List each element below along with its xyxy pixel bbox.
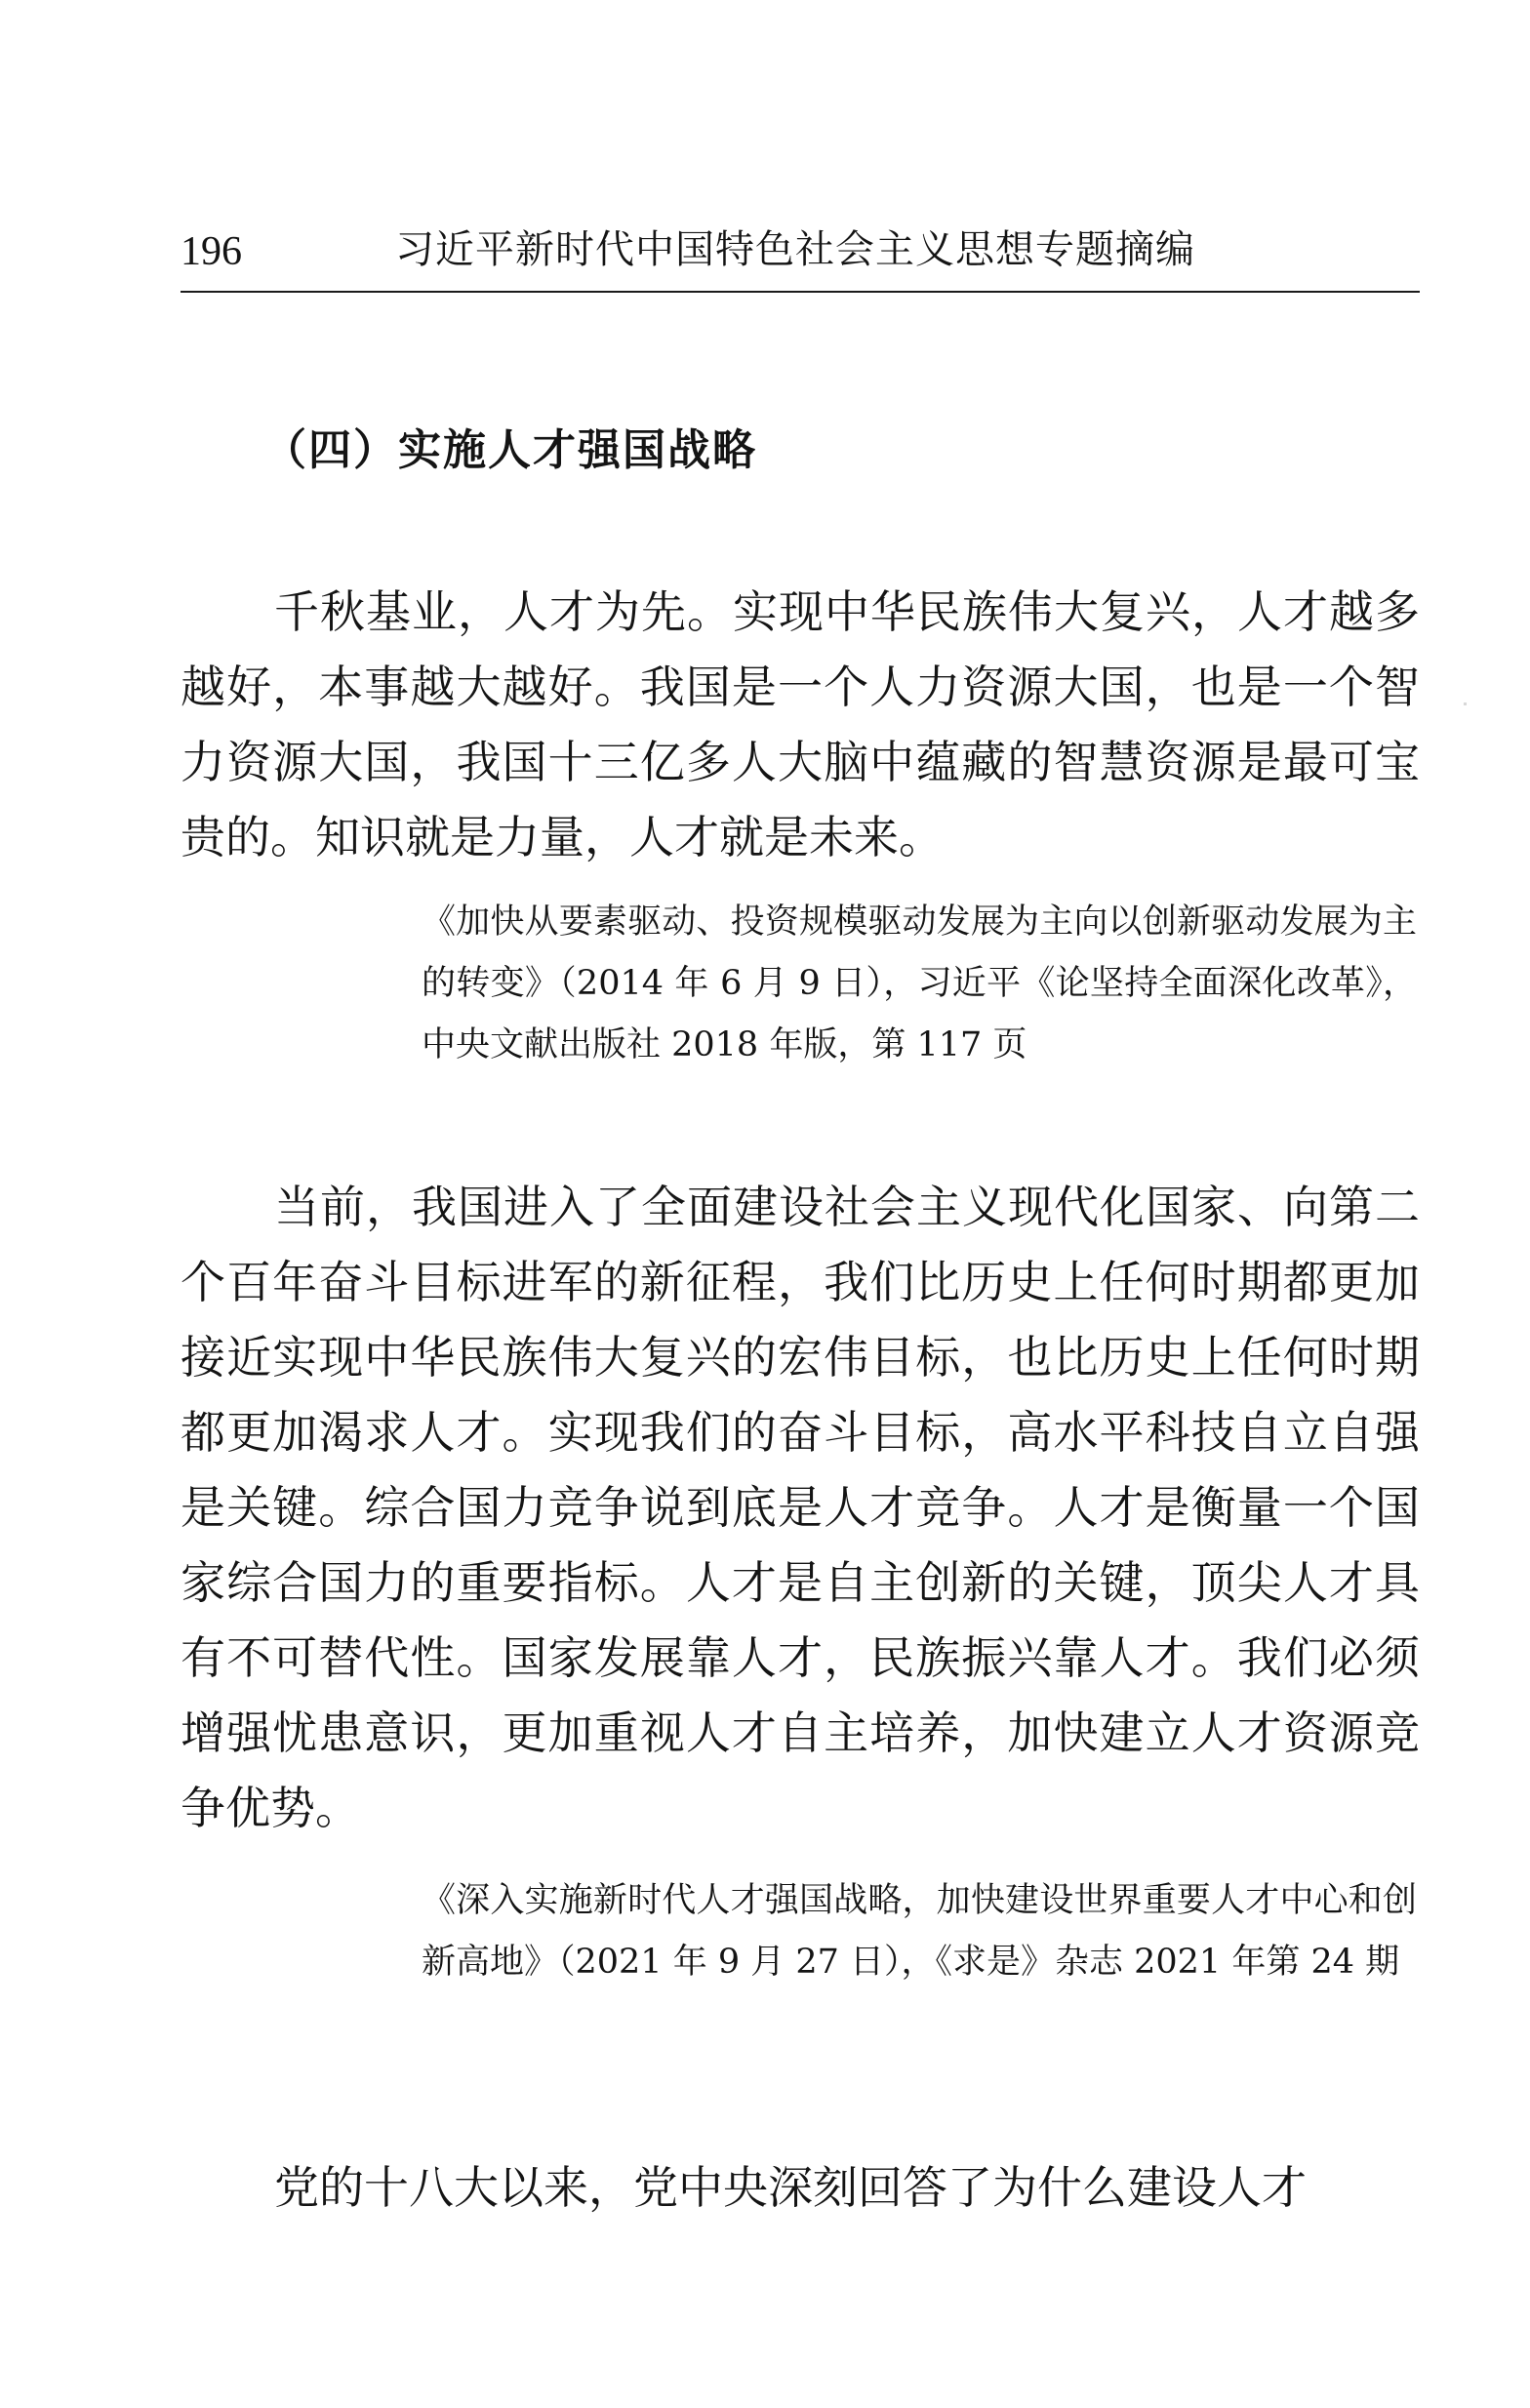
excerpt-2-body: 当前，我国进入了全面建设社会主义现代化国家、向第二个百年奋斗目标进军的新征程，我们比历史上任何时期都更加接近实现中华民族伟大复兴的宏伟目标，也比历史上任何时期都更加渴求人才。实现我们的奋斗目标，高水平科技自立自强是关键。综合国力竞争说到底是人才竞争。人才是衡量一个国家综合国力的重要指标。人才是自主创新的关键，顶尖人才具有不可替代性。国家发展靠人才，民族振兴靠人才。我们必须增强忧患意识，更加重视人才自主培养，加快建立人才资源竞争优势。 xyxy=(181,1181,1420,1834)
running-header xyxy=(181,217,1420,293)
page-number: 196 xyxy=(181,229,242,274)
running-title: 习近平新时代中国特色社会主义思想专题摘编 xyxy=(395,227,1195,272)
section-heading: （四）实施人才强国战略 xyxy=(263,425,757,475)
excerpt-3-body: 党的十八大以来，党中央深刻回答了为什么建设人才 xyxy=(274,2161,1307,2214)
excerpt-1-body: 千秋基业，人才为先。实现中华民族伟大复兴，人才越多越好，本事越大越好。我国是一个人力资源大国，也是一个智力资源大国，我国十三亿多人大脑中蕴藏的智慧资源是最可宝贵的。知识就是力量，人才就是未来。 xyxy=(181,585,1420,863)
excerpt-2-citation: 《深入实施新时代人才强国战略，加快建设世界重要人才中心和创新高地》（2021 年 9 月 27 日），《求是》杂志 2021 年第 24 期 xyxy=(422,1881,1417,1982)
excerpt-1-citation: 《加快从要素驱动、投资规模驱动发展为主向以创新驱动发展为主的转变》（2014 年 6 月 9 日），习近平《论坚持全面深化改革》，中央文献出版社 2018 年版，第 117 页 xyxy=(422,903,1417,1064)
scan-speck xyxy=(1464,702,1467,705)
